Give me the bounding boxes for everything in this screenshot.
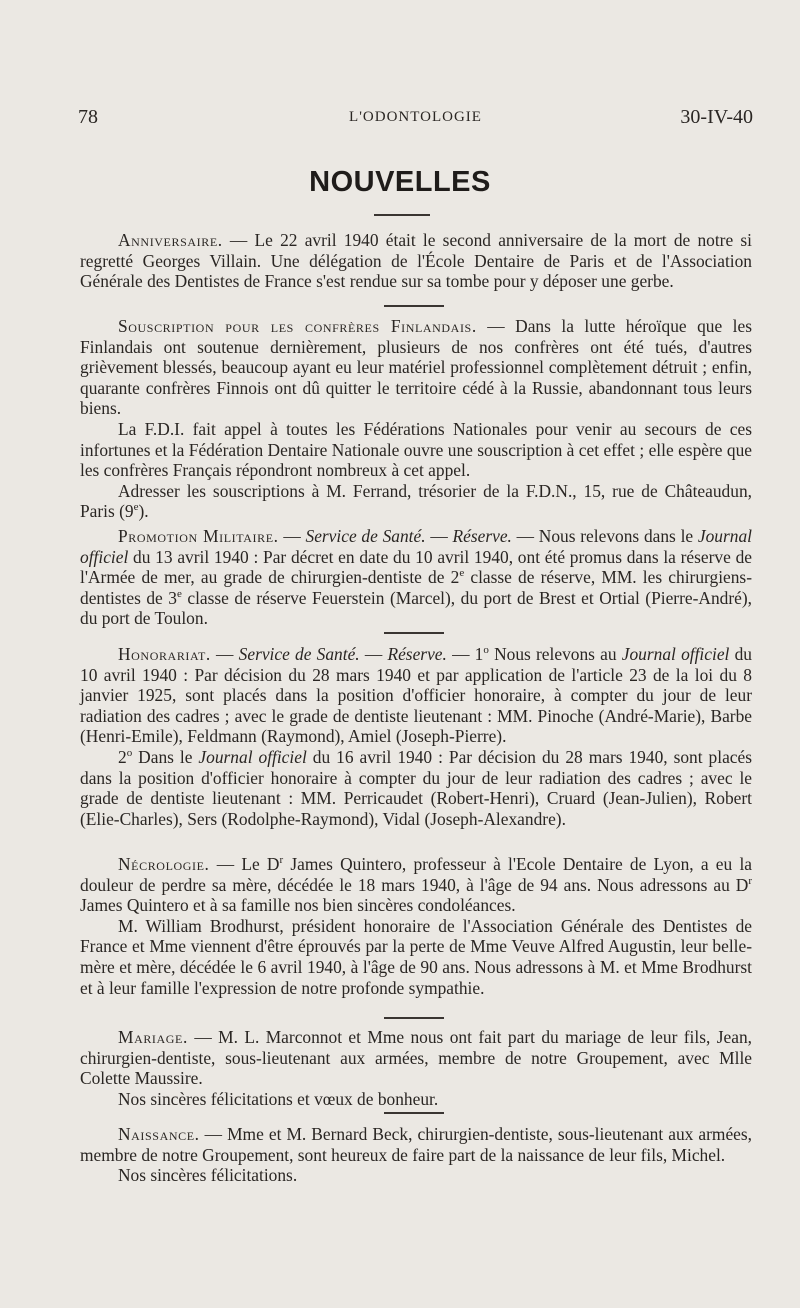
paragraph — [80, 644, 752, 747]
superscript: e — [176, 587, 182, 600]
separator-rule — [384, 1017, 444, 1019]
paragraph — [80, 481, 752, 522]
item-heading: Nécrologie. — [118, 854, 210, 874]
issue-date: 30-IV-40 — [680, 106, 753, 128]
dash: — — [222, 230, 255, 250]
paragraph: Nos sincères félicitations et vœux de bonheur. — [118, 1088, 439, 1109]
item-text: James Quintero et à sa famille nos bien sincères condoléances. — [80, 895, 516, 916]
dash: — — [425, 526, 453, 546]
item-text: Mme et M. Bernard Beck, chirurgien-dentiste, sous-lieutenant aux armées, membre de notre Groupement, sont heureux de faire part de la naissance de leur fils, Michel. — [80, 1124, 753, 1165]
item-text: Adresser les souscriptions à M. Ferrand, trésorier de la F.D.N., 15, rue de Châteaudun, Paris (9 — [80, 480, 752, 522]
subheading: Service de Santé. — [305, 526, 426, 546]
item-text: M. L. Marconnot et Mme nous ont fait part du mariage de leur fils, Jean, chirurgien-dentiste, sous-lieutenant aux armées, membre de notre Groupement, avec Mlle Colette Maussire. — [80, 1027, 752, 1089]
item-text: Nous relevons au — [488, 644, 622, 664]
item-text: ). — [138, 501, 149, 522]
superscript: o — [126, 747, 133, 760]
paragraph: Nos sincères félicitations. — [118, 1165, 298, 1186]
item-text: classe de réserve, MM. les chirurgiens-dentistes de 3 — [80, 567, 752, 608]
separator-rule — [384, 305, 444, 307]
item-text: Dans la lutte héroïque que les Finlandais ont soutenue dernièrement, plusieurs de nos confrères ont été tués, d'autres grièvement blessés, beaucoup ayant eu leur matériel professionnel complètement détruit ; enfin, quarante confrères Finnois ont dû quitter le territoire cédé à la Russie, abandonnant tous leurs biens. — [80, 316, 753, 419]
subheading: Service de Santé. — [238, 644, 360, 664]
paragraph — [80, 747, 752, 829]
superscript: r — [279, 854, 284, 867]
dash: — — [209, 854, 242, 874]
superscript: o — [483, 644, 489, 657]
subheading: Réserve. — [387, 644, 447, 664]
paragraph — [80, 316, 752, 419]
item-text: Dans le — [132, 746, 199, 767]
item-text: Le 22 avril 1940 était le second anniversaire de la mort de notre si regretté Georges Villain. Une délégation de l'École Dentaire de Paris et de l'Association Générale des Dentistes de France s'est rendue sur sa tombe pour y déposer une gerbe. — [80, 230, 752, 292]
running-header — [78, 106, 753, 132]
section-title: NOUVELLES — [309, 166, 491, 198]
item-text: Nous relevons dans le — [538, 526, 698, 546]
dash: — — [278, 526, 306, 546]
item-heading: Mariage. — [118, 1027, 188, 1047]
separator-rule — [384, 632, 444, 634]
dash: — — [446, 644, 475, 664]
superscript: e — [459, 567, 465, 580]
dash: — — [199, 1124, 228, 1144]
dash: — — [476, 316, 516, 336]
paragraph — [80, 230, 752, 292]
item-honorariat — [80, 644, 752, 829]
separator-rule — [384, 1112, 444, 1114]
item-heading: Anniversaire. — [118, 230, 223, 250]
item-text: classe de réserve Feuerstein (Marcel), du port de Brest et Ortial (Pierre-André), du port de Toulon. — [80, 587, 752, 629]
paragraph — [80, 526, 752, 629]
dash: — — [359, 644, 388, 664]
item-necrologie — [80, 854, 752, 998]
paragraph: M. William Brodhurst, président honoraire de l'Association Générale des Dentistes de France et Mme viennent d'être éprouvés par la perte de Mme Veuve Alfred Augustin, leur belle-mère et mère, décédée le 6 avril 1940, à l'âge de 90 ans. Nous adressons à M. et Mme Brodhurst et à leur famille l'expression de notre profonde sympathie. — [80, 915, 752, 998]
dash: — — [511, 526, 539, 546]
superscript: r — [748, 874, 752, 887]
page-number: 78 — [78, 106, 98, 128]
journal-ref: Journal officiel — [80, 526, 752, 567]
item-promotion — [80, 526, 752, 629]
item-heading: Naissance. — [118, 1124, 200, 1144]
paragraph — [80, 1027, 752, 1089]
item-naissance — [80, 1124, 752, 1186]
item-heading: Souscription pour les confrères Finlandais. — [118, 316, 477, 336]
journal-ref: Journal officiel — [198, 746, 307, 767]
paragraph: La F.D.I. fait appel à toutes les Fédérations Nationales pour venir au secours de ces infortunes et la Fédération Dentaire Nationale ouvre une souscription à cet effet ; elle espère que les confrères Français répondront nombreux à cet appel. — [80, 418, 752, 481]
superscript: e — [133, 501, 139, 514]
item-souscription — [80, 316, 752, 522]
journal-title: L'ODONTOLOGIE — [349, 109, 482, 125]
paragraph — [80, 1124, 752, 1165]
item-text: du 13 avril 1940 : Par décret en date du 10 avril 1940, ont été promus dans la réserve de l'Armée de mer, au grade de chirurgien-dentiste de 2 — [80, 546, 752, 588]
item-number: 2 — [118, 746, 127, 767]
item-text: du 10 avril 1940 : Par décision du 28 mars 1940 et par application de l'article 23 de la loi du 8 janvier 1925, sont placés dans la position d'officier honoraire, à compter du jour de leur radiation des cadres ; avec le grade de dentiste lieutenant : MM. Pinoche (André-Marie), Barbe (Henri-Emile), Feldmann (Raymond), Amiel (Joseph-Pierre). — [80, 644, 752, 747]
item-anniversaire — [80, 230, 752, 292]
title-rule — [374, 214, 430, 216]
item-number: 1 — [474, 644, 484, 664]
item-text: James Quintero, professeur à l'Ecole Dentaire de Lyon, a eu la douleur de perdre sa mère, décédée le 18 mars 1940, à l'âge de 94 ans. Nous adressons au D — [80, 854, 752, 895]
journal-ref: Journal officiel — [621, 644, 730, 664]
item-text: du 16 avril 1940 : Par décision du 28 mars 1940, sont placés dans la position d'officier honoraire à compter du jour de leur radiation des cadres ; avec le grade de dentiste lieutenant : MM. Perricaudet (Robert-Henri), Cruard (Jean-Julien), Robert (Elie-Charles), Sers (Rodolphe-Raymond), Vidal (Joseph-Alexandre). — [80, 746, 752, 829]
item-mariage — [80, 1027, 752, 1109]
dash: — — [210, 644, 239, 664]
paragraph — [80, 854, 752, 916]
subheading: Réserve. — [452, 526, 512, 546]
item-text: Le D — [241, 854, 280, 874]
item-heading: Promotion Militaire. — [118, 526, 279, 546]
item-heading: Honorariat. — [118, 644, 211, 664]
dash: — — [187, 1027, 219, 1047]
